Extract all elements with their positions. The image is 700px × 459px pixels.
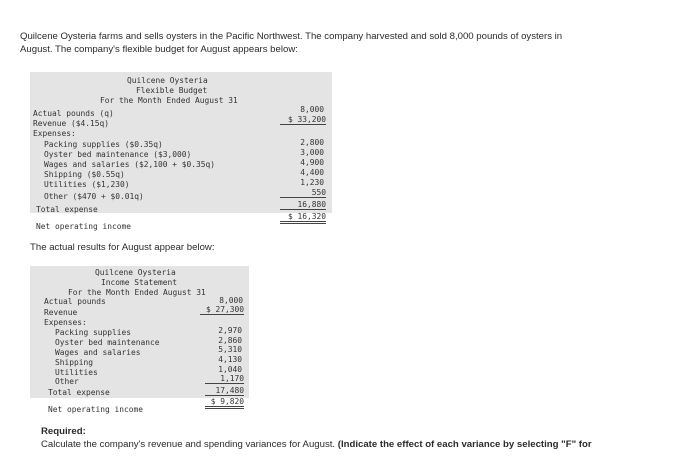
intro-line-1: Quilcene Oysteria farms and sells oysters in the Pacific Northwest. The company harvested and sold 8,000 pounds of oysters in (20, 31, 563, 42)
income-expense-label: Wages and salaries (55, 348, 141, 357)
income-title-period: For the Month Ended August 31 (68, 288, 206, 297)
budget-revenue-label: Revenue ($4.15q) (33, 119, 110, 128)
income-title-company: Quilcene Oysteria (95, 268, 176, 277)
budget-expense-label: Wages and salaries ($2,100 + $0.35q) (44, 160, 216, 169)
budget-expense-label: Oyster bed maintenance ($3,000) (44, 150, 192, 159)
budget-total-value: 16,880 (280, 200, 326, 210)
intro-line-2: August. The company's flexible budget for August appears below: (20, 44, 298, 55)
budget-expense-value: 4,900 (300, 158, 324, 167)
income-net-label: Net operating income (48, 405, 144, 414)
budget-expenses-label: Expenses: (33, 129, 76, 138)
required-bold-text: (Indicate the effect of each variance by selecting "F" for (337, 439, 592, 450)
income-actual-label: Actual pounds (44, 297, 106, 306)
budget-actual-label: Actual pounds (q) (33, 109, 114, 118)
required-label: Required: (41, 426, 86, 437)
income-expense-label: Other (55, 377, 79, 386)
income-expense-value: 4,130 (218, 355, 242, 364)
income-revenue-value: $ 27,300 (200, 305, 244, 315)
budget-expense-label: Other ($470 + $0.01q) (44, 192, 144, 201)
budget-expense-label: Utilities ($1,230) (44, 180, 130, 189)
budget-expense-value: 4,400 (300, 168, 324, 177)
income-revenue-label: Revenue (44, 308, 78, 317)
income-expenses-label: Expenses: (44, 318, 87, 327)
budget-net-value: $ 16,320 (280, 212, 326, 224)
income-expense-label: Oyster bed maintenance (55, 338, 160, 347)
income-expense-value: 5,310 (218, 345, 242, 354)
budget-expense-value: 2,800 (300, 138, 324, 147)
actual-results-intro: The actual results for August appear below: (30, 242, 215, 253)
budget-title-period: For the Month Ended August 31 (100, 96, 238, 105)
budget-expense-value: 1,230 (300, 178, 324, 187)
budget-title-company: Quilcene Oysteria (127, 76, 208, 85)
required-text: Calculate the company's revenue and spending variances for August. (41, 439, 336, 450)
budget-expense-label: Shipping ($0.55q) (44, 170, 125, 179)
income-expense-value: 2,860 (218, 336, 242, 345)
income-expense-label: Utilities (55, 368, 98, 377)
income-title-statement: Income Statement (101, 278, 178, 287)
budget-expense-value: 550 (280, 188, 326, 198)
income-actual-value: 8,000 (219, 296, 243, 305)
income-expense-value: 2,970 (218, 326, 242, 335)
income-total-value: 17,480 (205, 386, 244, 396)
income-expense-label: Packing supplies (55, 328, 132, 337)
required-section (41, 425, 691, 451)
income-net-value: $ 9,820 (205, 397, 244, 409)
budget-revenue-value: $ 33,200 (280, 115, 326, 125)
income-expense-value: 1,040 (218, 365, 242, 374)
budget-title-statement: Flexible Budget (136, 86, 208, 95)
budget-total-label: Total expense (36, 205, 98, 214)
budget-net-label: Net operating income (36, 222, 132, 231)
income-expense-label: Shipping (55, 358, 94, 367)
budget-actual-value: 8,000 (300, 105, 324, 114)
income-expense-value: 1,170 (205, 374, 244, 384)
required-instructions (41, 438, 691, 451)
intro-paragraph (20, 30, 690, 56)
income-total-label: Total expense (48, 388, 110, 397)
budget-expense-label: Packing supplies ($0.35q) (44, 140, 163, 149)
budget-expense-value: 3,000 (300, 148, 324, 157)
